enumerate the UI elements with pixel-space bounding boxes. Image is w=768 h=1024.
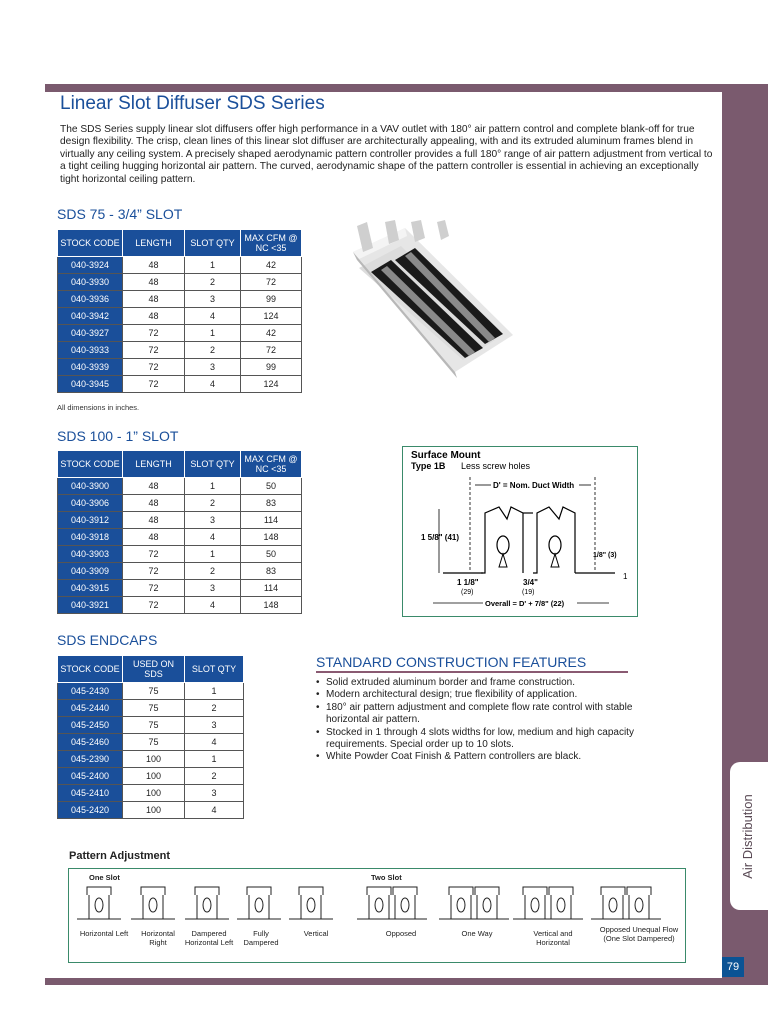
dim-lip: 1/8" (3) — [593, 552, 617, 559]
table-row — [58, 325, 302, 342]
stock-code-cell: 040-3912 — [58, 512, 123, 529]
table-cell: 3 — [185, 580, 241, 597]
page-number: 79 — [722, 957, 744, 977]
diffuser-sketch — [357, 887, 401, 919]
endcaps-heading: SDS ENDCAPS — [57, 632, 158, 648]
table-cell: 1 — [185, 546, 241, 563]
table-cell: 48 — [123, 274, 185, 291]
intro-paragraph: The SDS Series supply linear slot diffusers offer high performance in a VAV outlet with 180° air pattern control and complete blank-off for true design flexibility. The crisp, clean lines of this linear slot diffuser are architecturally appealing, with and its extruded aluminum frames blend in virtually any ceiling system. A precisely shaped aerodynamic pattern controller provides a full 180° range of air pattern adjustment from vertical to a tight ceiling hugging horizontal air pattern. The curved, aerodynamic shape of the pattern controller is essential in achieving an exceptionally tight horizontal ceiling pattern. — [60, 124, 713, 185]
table-cell: 114 — [241, 580, 302, 597]
table-cell: 3 — [185, 291, 241, 308]
table-row — [58, 700, 244, 717]
stock-code-cell: 045-2460 — [58, 734, 123, 751]
stock-code-cell: 040-3903 — [58, 546, 123, 563]
table-cell: 83 — [241, 495, 302, 512]
table-cell: 2 — [185, 563, 241, 580]
list-item: • White Powder Coat Finish & Pattern controllers are black. — [316, 751, 636, 763]
table-cell: 1 — [185, 683, 244, 700]
surface-mount-diagram — [402, 446, 638, 617]
sds100-heading: SDS 100 - 1” SLOT — [57, 428, 179, 444]
dim-left-mm: (29) — [461, 589, 474, 596]
stock-code-cell: 045-2430 — [58, 683, 123, 700]
table-cell: 2 — [185, 768, 244, 785]
table-row — [58, 529, 302, 546]
bottom-color-band — [45, 978, 768, 985]
pattern-label: Opposed — [385, 929, 417, 938]
table-row — [58, 580, 302, 597]
dim-duct-width: D' = Nom. Duct Width — [493, 481, 575, 490]
column-header: SLOT QTY — [185, 451, 241, 478]
list-item: • 180° air pattern adjustment and complete flow rate control with stable horizontal air pattern. — [316, 702, 636, 727]
table-row — [58, 751, 244, 768]
column-header: MAX CFM @ NC <35 — [241, 451, 302, 478]
table-row — [58, 546, 302, 563]
table-cell: 2 — [185, 495, 241, 512]
dim-left: 1 1/8" — [457, 578, 479, 587]
table-row — [58, 495, 302, 512]
dim-mid: 3/4" — [523, 578, 538, 587]
diffuser-product-photo — [345, 220, 515, 380]
table-cell: 1 — [185, 478, 241, 495]
column-header: STOCK CODE — [58, 656, 123, 683]
table-row — [58, 342, 302, 359]
table-cell: 124 — [241, 308, 302, 325]
table-cell: 99 — [241, 291, 302, 308]
diffuser-sketch — [131, 887, 175, 919]
table-cell: 72 — [123, 597, 185, 614]
table-cell: 4 — [185, 802, 244, 819]
table-cell: 4 — [185, 597, 241, 614]
stock-code-cell: 040-3930 — [58, 274, 123, 291]
table-cell: 100 — [123, 751, 185, 768]
pattern-adjustment-figure — [68, 868, 686, 963]
pattern-label: Horizontal Right — [141, 929, 175, 947]
diffuser-sketch — [465, 887, 509, 919]
section-tab-label: Air Distribution — [739, 793, 755, 879]
list-item: • Stocked in 1 through 4 slots widths for low, medium and high capacity requirements. Special order up to 10 slots. — [316, 727, 636, 752]
table-cell: 100 — [123, 768, 185, 785]
table-row — [58, 308, 302, 325]
table-cell: 2 — [185, 700, 244, 717]
table-cell: 2 — [185, 274, 241, 291]
column-header: SLOT QTY — [185, 656, 244, 683]
diffuser-sketch — [185, 887, 229, 919]
sds75-table — [57, 229, 302, 393]
stock-code-cell: 040-3915 — [58, 580, 123, 597]
table-cell: 124 — [241, 376, 302, 393]
table-cell: 1 — [185, 257, 241, 274]
table-cell: 48 — [123, 257, 185, 274]
table-cell: 4 — [185, 308, 241, 325]
diffuser-sketch — [383, 887, 427, 919]
pattern-label: One Way — [461, 929, 493, 938]
pattern-label: Vertical — [303, 929, 329, 938]
sds75-heading: SDS 75 - 3/4” SLOT — [57, 206, 183, 222]
table-cell: 2 — [185, 342, 241, 359]
table-cell: 148 — [241, 597, 302, 614]
table-row — [58, 734, 244, 751]
one-slot-label: One Slot — [89, 873, 120, 882]
table-row — [58, 291, 302, 308]
stock-code-cell: 040-3906 — [58, 495, 123, 512]
stock-code-cell: 040-3945 — [58, 376, 123, 393]
table-cell: 72 — [241, 274, 302, 291]
table-cell: 100 — [123, 785, 185, 802]
table-row — [58, 768, 244, 785]
table-cell: 148 — [241, 529, 302, 546]
table-cell: 48 — [123, 529, 185, 546]
table-cell: 3 — [185, 512, 241, 529]
table-cell: 72 — [123, 563, 185, 580]
table-cell: 99 — [241, 359, 302, 376]
stock-code-cell: 040-3909 — [58, 563, 123, 580]
dim-mid-mm: (19) — [522, 589, 535, 596]
stock-code-cell: 045-2440 — [58, 700, 123, 717]
table-cell: 4 — [185, 734, 244, 751]
two-slot-label: Two Slot — [371, 873, 402, 882]
table-row — [58, 512, 302, 529]
pattern-label: Horizontal Left — [79, 929, 129, 938]
list-item: • Modern architectural design; true flexibility of application. — [316, 689, 636, 701]
diagram-type: Type 1B — [411, 461, 446, 471]
features-list — [316, 677, 636, 764]
diffuser-sketch — [289, 887, 333, 919]
diffuser-sketch — [591, 887, 635, 919]
column-header: SLOT QTY — [185, 230, 241, 257]
table-cell: 72 — [123, 580, 185, 597]
table-cell: 48 — [123, 478, 185, 495]
stock-code-cell: 040-3921 — [58, 597, 123, 614]
stock-code-cell: 040-3924 — [58, 257, 123, 274]
pattern-label: Fully Dampered — [243, 929, 279, 947]
table-row — [58, 359, 302, 376]
stock-code-cell: 040-3939 — [58, 359, 123, 376]
table-cell: 72 — [123, 376, 185, 393]
table-cell: 42 — [241, 325, 302, 342]
table-cell: 100 — [123, 802, 185, 819]
table-cell: 75 — [123, 717, 185, 734]
table-row — [58, 802, 244, 819]
table-cell: 75 — [123, 683, 185, 700]
table-header-row — [58, 451, 302, 478]
table-row — [58, 717, 244, 734]
table-row — [58, 785, 244, 802]
table-cell: 4 — [185, 376, 241, 393]
stock-code-cell: 040-3918 — [58, 529, 123, 546]
table-cell: 72 — [123, 325, 185, 342]
sds100-table — [57, 450, 302, 614]
table-cell: 1 — [185, 325, 241, 342]
features-heading: STANDARD CONSTRUCTION FEATURES — [316, 654, 587, 670]
list-item: • Solid extruded aluminum border and frame construction. — [316, 677, 636, 689]
diffuser-sketch — [237, 887, 281, 919]
table-cell: 3 — [185, 359, 241, 376]
table-cell: 48 — [123, 512, 185, 529]
column-header: LENGTH — [123, 451, 185, 478]
stock-code-cell: 040-3933 — [58, 342, 123, 359]
table-row — [58, 683, 244, 700]
diffuser-sketch — [513, 887, 557, 919]
stock-code-cell: 040-3936 — [58, 291, 123, 308]
features-divider — [316, 671, 628, 673]
column-header: STOCK CODE — [58, 451, 123, 478]
stock-code-cell: 040-3942 — [58, 308, 123, 325]
table-row — [58, 274, 302, 291]
diffuser-sketch — [539, 887, 583, 919]
table-cell: 72 — [123, 546, 185, 563]
page-title: Linear Slot Diffuser SDS Series — [60, 93, 325, 114]
endcaps-table — [57, 655, 244, 819]
column-header: LENGTH — [123, 230, 185, 257]
stock-code-cell: 045-2410 — [58, 785, 123, 802]
dim-height: 1 5/8" (41) — [421, 533, 460, 542]
diagram-subtitle: Less screw holes — [461, 461, 531, 471]
table-cell: 75 — [123, 734, 185, 751]
stock-code-cell: 040-3900 — [58, 478, 123, 495]
table-cell: 72 — [123, 359, 185, 376]
table-cell: 83 — [241, 563, 302, 580]
table-row — [58, 597, 302, 614]
table-cell: 72 — [241, 342, 302, 359]
diagram-title: Surface Mount — [411, 450, 481, 461]
dim-one: 1 — [623, 572, 628, 581]
table-cell: 48 — [123, 495, 185, 512]
column-header: USED ON SDS — [123, 656, 185, 683]
table-cell: 48 — [123, 308, 185, 325]
table-header-row — [58, 656, 244, 683]
table-row — [58, 563, 302, 580]
table-header-row — [58, 230, 302, 257]
pattern-label: Opposed Unequal Flow (One Slot Dampered) — [599, 925, 679, 943]
stock-code-cell: 040-3927 — [58, 325, 123, 342]
pattern-title: Pattern Adjustment — [69, 850, 171, 862]
table-cell: 4 — [185, 529, 241, 546]
top-color-band — [45, 84, 768, 92]
pattern-label: Vertical and Horizontal — [533, 929, 573, 947]
stock-code-cell: 045-2450 — [58, 717, 123, 734]
diffuser-sketch — [617, 887, 661, 919]
table-cell: 48 — [123, 291, 185, 308]
table-cell: 42 — [241, 257, 302, 274]
table-cell: 75 — [123, 700, 185, 717]
dimensions-note: All dimensions in inches. — [57, 403, 140, 412]
pattern-label: Dampered Horizontal Left — [184, 929, 234, 947]
table-row — [58, 257, 302, 274]
column-header: MAX CFM @ NC <35 — [241, 230, 302, 257]
table-row — [58, 376, 302, 393]
stock-code-cell: 045-2400 — [58, 768, 123, 785]
stock-code-cell: 045-2390 — [58, 751, 123, 768]
table-cell: 50 — [241, 546, 302, 563]
table-cell: 3 — [185, 717, 244, 734]
stock-code-cell: 045-2420 — [58, 802, 123, 819]
diffuser-sketch — [439, 887, 483, 919]
table-cell: 72 — [123, 342, 185, 359]
dim-overall: Overall = D' + 7/8" (22) — [485, 599, 565, 608]
table-cell: 1 — [185, 751, 244, 768]
table-cell: 50 — [241, 478, 302, 495]
table-cell: 3 — [185, 785, 244, 802]
table-cell: 114 — [241, 512, 302, 529]
column-header: STOCK CODE — [58, 230, 123, 257]
diffuser-sketch — [77, 887, 121, 919]
table-row — [58, 478, 302, 495]
